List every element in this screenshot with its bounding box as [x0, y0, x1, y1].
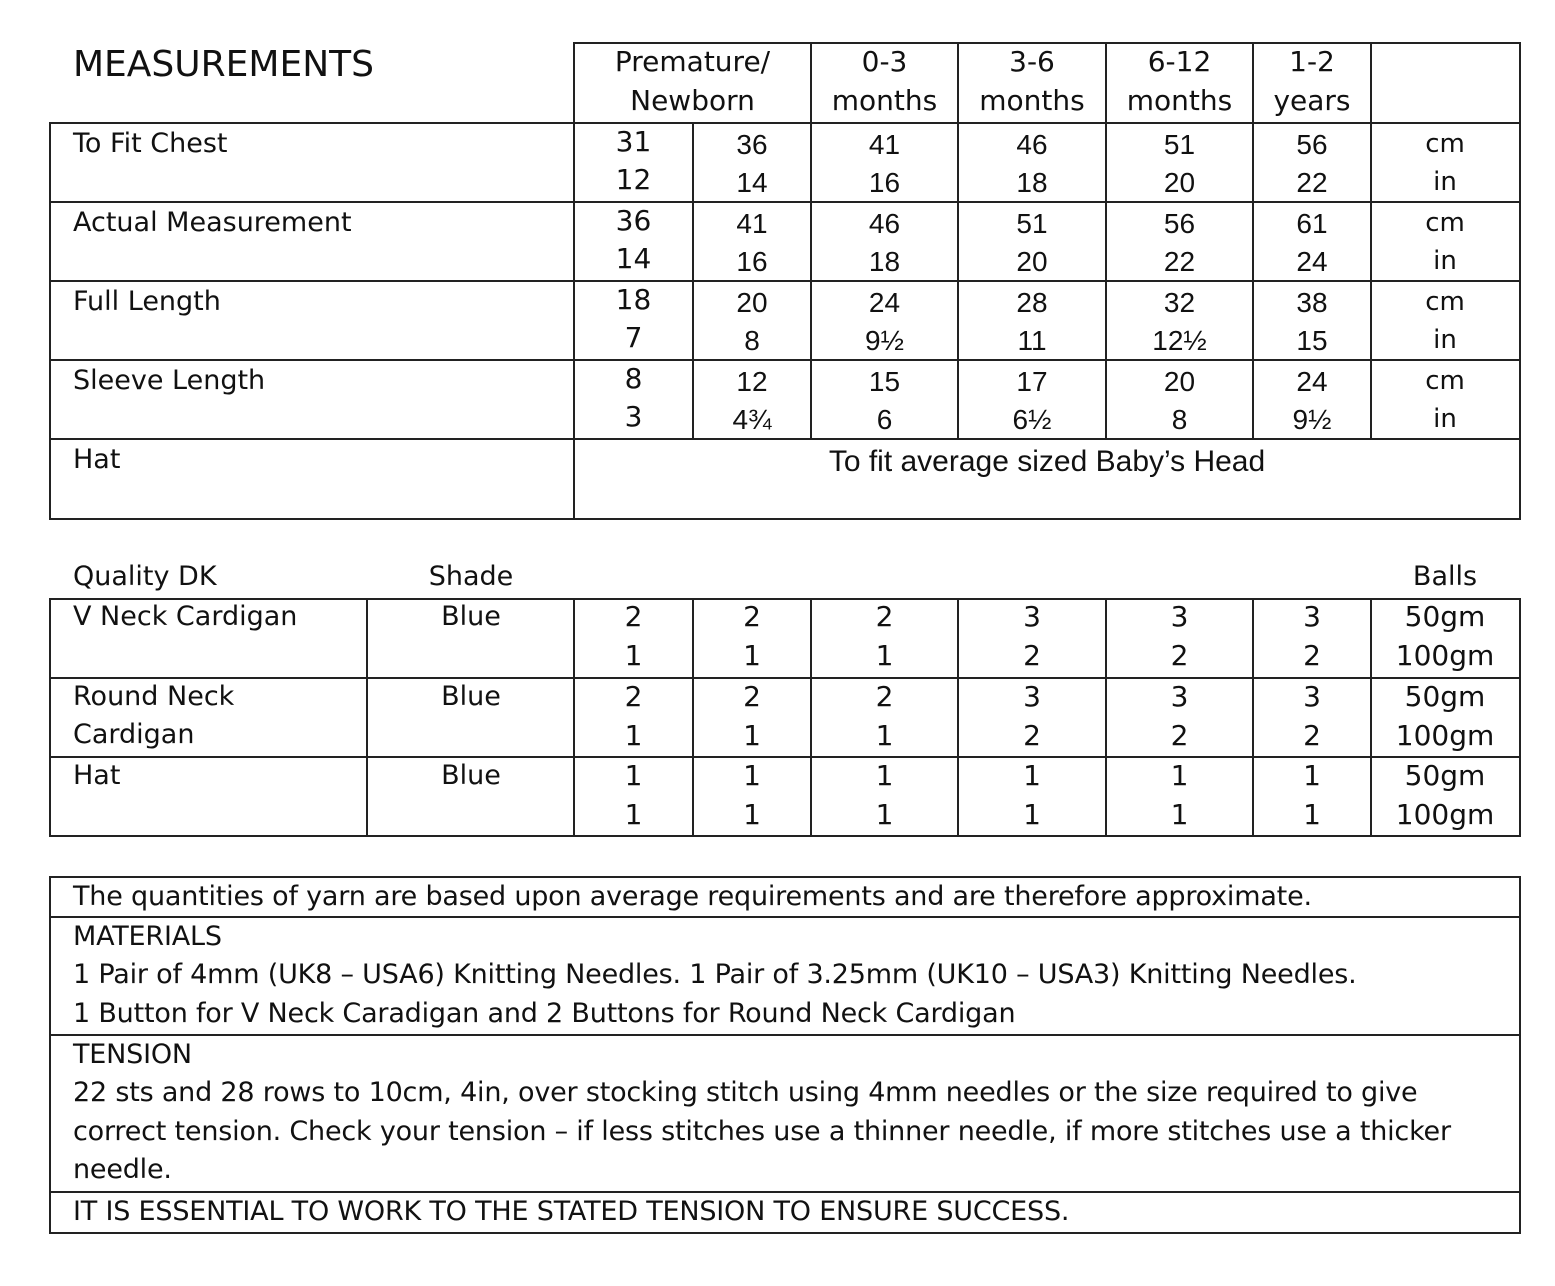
measurement-value-cm: 46 — [1016, 129, 1048, 160]
measurement-value-cm: 56 — [1163, 208, 1196, 239]
size-header-line: years — [1273, 84, 1351, 117]
ball-count-g50: 3 — [1170, 600, 1189, 633]
grid-line — [49, 122, 1521, 124]
ball-count-g100: 1 — [743, 798, 761, 831]
ball-count-g100: 1 — [624, 639, 643, 672]
ball-count-g100: 1 — [1303, 798, 1321, 831]
ball-count-g100: 1 — [875, 719, 894, 752]
ball-count-g100: 1 — [1023, 798, 1041, 831]
measurement-value-cm: 41 — [736, 208, 768, 239]
garment-label: V Neck Cardigan — [73, 601, 298, 632]
garment-label: Cardigan — [73, 719, 195, 750]
shade-header: Shade — [428, 561, 514, 592]
measurement-value-in: 6½ — [1012, 404, 1052, 435]
grid-line — [49, 122, 51, 520]
measurement-value-cm: 24 — [1296, 366, 1328, 397]
ball-count-g100: 1 — [875, 639, 894, 672]
grid-line — [1519, 876, 1521, 1234]
measurement-value-cm: 15 — [868, 366, 901, 397]
measurement-value-in: 3 — [624, 400, 643, 433]
ball-count-g100: 2 — [1023, 639, 1041, 672]
ball-count-g50: 3 — [1303, 680, 1321, 713]
grid-line — [49, 876, 51, 1234]
measurement-value-in: 7 — [624, 321, 643, 354]
size-header-line: Premature/ — [614, 45, 771, 78]
ball-count-g50: 2 — [875, 680, 894, 713]
size-header-line: months — [1126, 84, 1233, 117]
measurement-value-in: 22 — [1163, 246, 1196, 277]
measurement-value-in: 4¾ — [732, 404, 772, 435]
tension-line-1: 22 sts and 28 rows to 10cm, 4in, over stocking stitch using 4mm needles or the size required to give — [73, 1077, 1418, 1108]
measurement-label: Sleeve Length — [73, 365, 266, 396]
ball-count-g100: 2 — [1023, 719, 1041, 752]
ball-count-g100: 2 — [1170, 719, 1189, 752]
measurement-value-in: 14 — [615, 242, 652, 275]
tension-heading: TENSION — [73, 1039, 192, 1070]
ball-count-g100: 2 — [1303, 719, 1321, 752]
size-header-line: 1-2 — [1289, 45, 1335, 78]
ball-count-g50: 1 — [1170, 759, 1189, 792]
measurement-value-in: 8 — [744, 325, 760, 356]
measurement-value-in: 20 — [1016, 246, 1048, 277]
tension-line-3: needle. — [73, 1154, 172, 1185]
ball-count-g100: 1 — [624, 719, 643, 752]
ball-count-g100: 1 — [875, 798, 894, 831]
ball-count-g50: 3 — [1170, 680, 1189, 713]
measurement-value-cm: 20 — [1163, 366, 1196, 397]
grid-line — [49, 1232, 1521, 1234]
ball-count-g50: 2 — [624, 680, 643, 713]
grid-line — [49, 1034, 1521, 1036]
ball-unit: 100gm — [1395, 639, 1495, 672]
ball-unit: 50gm — [1404, 600, 1486, 633]
measurement-label: Actual Measurement — [73, 207, 352, 238]
ball-unit: 100gm — [1395, 719, 1495, 752]
hat-fit-text: To fit average sized Baby’s Head — [828, 445, 1266, 478]
ball-count-g50: 1 — [1023, 759, 1041, 792]
ball-count-g50: 2 — [624, 600, 643, 633]
ball-count-g50: 2 — [875, 600, 894, 633]
measurement-value-in: 16 — [736, 246, 768, 277]
measurement-value-cm: 32 — [1163, 287, 1196, 318]
ball-count-g100: 1 — [743, 719, 761, 752]
measurement-value-in: 15 — [1296, 325, 1328, 356]
shade-value: Blue — [441, 681, 501, 712]
measurement-value-cm: 8 — [624, 362, 643, 395]
measurement-value-cm: 18 — [615, 283, 652, 316]
ball-count-g50: 3 — [1023, 600, 1041, 633]
measurement-value-cm: 20 — [736, 287, 768, 318]
unit-in: in — [1433, 246, 1457, 276]
ball-count-g50: 1 — [743, 759, 761, 792]
ball-count-g50: 1 — [624, 759, 643, 792]
measurement-value-cm: 46 — [868, 208, 901, 239]
grid-line — [1519, 598, 1521, 837]
measurement-value-in: 24 — [1296, 246, 1328, 277]
essential-note: IT IS ESSENTIAL TO WORK TO THE STATED TENSION TO ENSURE SUCCESS. — [73, 1196, 1070, 1227]
ball-count-g100: 1 — [743, 639, 761, 672]
quantities-note: The quantities of yarn are based upon average requirements and are therefore approximate. — [73, 881, 1312, 912]
tension-line-2: correct tension. Check your tension – if less stitches use a thinner needle, if more stitches use a thicker — [73, 1116, 1451, 1147]
measurement-value-in: 18 — [868, 246, 901, 277]
shade-value: Blue — [441, 760, 501, 791]
ball-count-g100: 1 — [1170, 798, 1189, 831]
unit-cm: cm — [1425, 366, 1465, 396]
unit-in: in — [1433, 167, 1457, 197]
measurement-value-cm: 12 — [736, 366, 768, 397]
unit-cm: cm — [1425, 287, 1465, 317]
measurement-value-in: 12½ — [1152, 325, 1207, 356]
materials-needles: 1 Pair of 4mm (UK8 – USA6) Knitting Needles. 1 Pair of 3.25mm (UK10 – USA3) Knitting Needles. — [73, 959, 1357, 990]
ball-count-g100: 2 — [1303, 639, 1321, 672]
measurement-value-cm: 24 — [868, 287, 901, 318]
ball-unit: 50gm — [1404, 759, 1486, 792]
size-header-line: Newborn — [630, 84, 755, 117]
measurement-value-cm: 36 — [615, 204, 652, 237]
measurement-value-cm: 17 — [1016, 366, 1048, 397]
unit-cm: cm — [1425, 129, 1465, 159]
measurement-value-cm: 56 — [1296, 129, 1328, 160]
unit-cm: cm — [1425, 208, 1465, 238]
grid-line — [49, 518, 1521, 520]
ball-count-g50: 2 — [743, 600, 761, 633]
measurement-value-cm: 51 — [1016, 208, 1048, 239]
ball-count-g50: 1 — [1303, 759, 1321, 792]
measurement-value-cm: 41 — [868, 129, 901, 160]
measurement-value-in: 18 — [1016, 167, 1048, 198]
materials-heading: MATERIALS — [73, 921, 222, 952]
size-header-line: months — [979, 84, 1085, 117]
measurement-value-in: 11 — [1017, 325, 1047, 356]
measurement-value-cm: 38 — [1296, 287, 1328, 318]
measurement-label: Full Length — [73, 286, 221, 317]
size-header-line: 6-12 — [1147, 45, 1212, 78]
size-header-line: 0-3 — [861, 45, 908, 78]
measurement-value-in: 20 — [1163, 167, 1196, 198]
measurement-value-in: 8 — [1171, 404, 1188, 435]
ball-unit: 50gm — [1404, 680, 1486, 713]
measurement-value-in: 9½ — [865, 325, 904, 356]
ball-count-g100: 1 — [624, 798, 643, 831]
measurement-value-in: 9½ — [1292, 404, 1332, 435]
measurement-value-cm: 51 — [1163, 129, 1196, 160]
unit-in: in — [1433, 325, 1457, 355]
measurement-value-cm: 61 — [1296, 208, 1328, 239]
ball-unit: 100gm — [1395, 798, 1495, 831]
garment-label: Round Neck — [73, 681, 235, 712]
ball-count-g100: 2 — [1170, 639, 1189, 672]
ball-count-g50: 1 — [875, 759, 894, 792]
ball-count-g50: 3 — [1023, 680, 1041, 713]
unit-in: in — [1433, 404, 1457, 434]
size-header-line: months — [831, 84, 938, 117]
ball-count-g50: 2 — [743, 680, 761, 713]
measurement-value-in: 16 — [868, 167, 901, 198]
measurements-title: MEASUREMENTS — [73, 44, 374, 85]
balls-header: Balls — [1412, 561, 1478, 592]
measurement-value-in: 12 — [615, 163, 652, 196]
ball-count-g50: 3 — [1303, 600, 1321, 633]
measurement-value-cm: 36 — [736, 129, 768, 160]
measurement-value-in: 6 — [876, 404, 893, 435]
hat-label: Hat — [73, 444, 121, 475]
measurement-label: To Fit Chest — [73, 128, 228, 159]
measurement-value-cm: 31 — [615, 125, 652, 158]
measurement-value-cm: 28 — [1016, 287, 1048, 318]
measurement-value-in: 14 — [736, 167, 768, 198]
garment-label: Hat — [73, 760, 121, 791]
shade-value: Blue — [441, 601, 501, 632]
quality-label: Quality DK — [73, 561, 217, 592]
materials-buttons: 1 Button for V Neck Caradigan and 2 Buttons for Round Neck Cardigan — [73, 998, 1016, 1029]
measurement-value-in: 22 — [1296, 167, 1328, 198]
size-header-line: 3-6 — [1009, 45, 1055, 78]
grid-line — [49, 598, 51, 837]
grid-line — [49, 835, 1521, 837]
